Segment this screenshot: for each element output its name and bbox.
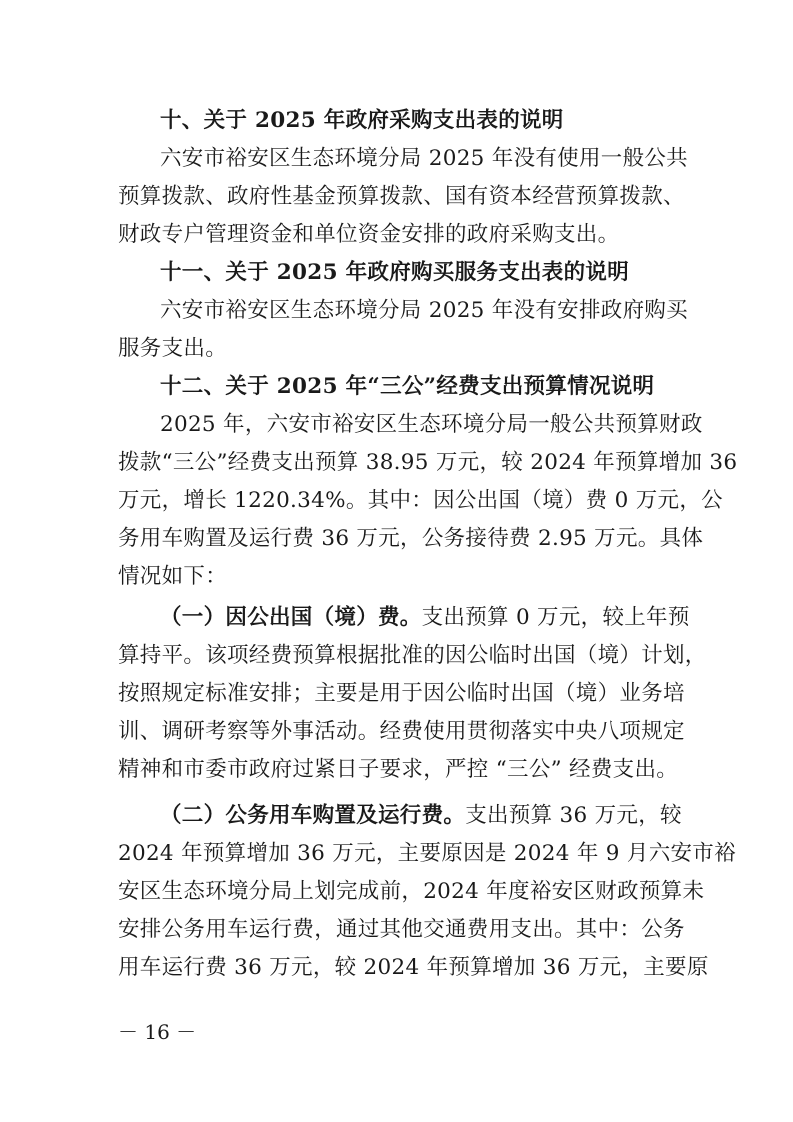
section-12-line-1: 2025 年，六安市裕安区生态环境分局一般公共预算财政 (160, 412, 703, 437)
section-11-line-2: 服务支出。 (118, 336, 228, 361)
sub-1-line-3: 训、调研考察等外事活动。经费使用贯彻落实中央八项规定 (118, 719, 685, 744)
sub-1-first-rest: 支出预算 0 万元，较上年预 (421, 605, 690, 630)
section-11-line-1: 六安市裕安区生态环境分局 2025 年没有安排政府购买 (160, 298, 688, 323)
section-12-line-3: 万元，增长 1220.34%。其中：因公出国（境）费 0 万元，公 (118, 488, 723, 513)
section-10-heading: 十、关于 2025 年政府采购支出表的说明 (160, 108, 564, 133)
sub-2-line-4: 用车运行费 36 万元，较 2024 年预算增加 36 万元，主要原 (118, 955, 709, 980)
sub-1-line-2: 按照规定标准安排；主要是用于因公临时出国（境）业务培 (118, 681, 685, 706)
section-11-heading: 十一、关于 2025 年政府购买服务支出表的说明 (160, 260, 630, 285)
section-12-line-4: 务用车购置及运行费 36 万元，公务接待费 2.95 万元。具体 (118, 526, 704, 551)
page-number: － 16 － (118, 1020, 197, 1044)
sub-2-line-3: 安排公务用车运行费，通过其他交通费用支出。其中：公务 (118, 917, 685, 942)
section-12-line-5: 情况如下： (118, 564, 228, 589)
sub-2-first-rest: 支出预算 36 万元，较 (465, 803, 682, 828)
sub-2-line-2: 安区生态环境分局上划完成前，2024 年度裕安区财政预算未 (118, 879, 705, 904)
section-12-line-2: 拨款“三公”经费支出预算 38.95 万元，较 2024 年预算增加 36 (118, 450, 738, 475)
sub-1-title: （一）因公出国（境）费。 (160, 605, 422, 630)
section-10-line-1: 六安市裕安区生态环境分局 2025 年没有使用一般公共 (160, 146, 688, 171)
sub-2-line-1: 2024 年预算增加 36 万元，主要原因是 2024 年 9 月六安市裕 (118, 841, 736, 866)
sub-1-line-1: 算持平。该项经费预算根据批准的因公临时出国（境）计划， (118, 643, 707, 668)
section-12-heading: 十二、关于 2025 年“三公”经费支出预算情况说明 (160, 374, 655, 399)
section-10-line-2: 预算拨款、政府性基金预算拨款、国有资本经营预算拨款、 (118, 184, 685, 209)
sub-1-first-line (160, 603, 690, 633)
sub-1-line-4: 精神和市委市政府过紧日子要求，严控 “三公” 经费支出。 (118, 757, 679, 782)
section-10-line-3: 财政专户管理资金和单位资金安排的政府采购支出。 (118, 222, 620, 247)
sub-2-first-line (160, 801, 682, 831)
sub-2-title: （二）公务用车购置及运行费。 (160, 803, 466, 828)
